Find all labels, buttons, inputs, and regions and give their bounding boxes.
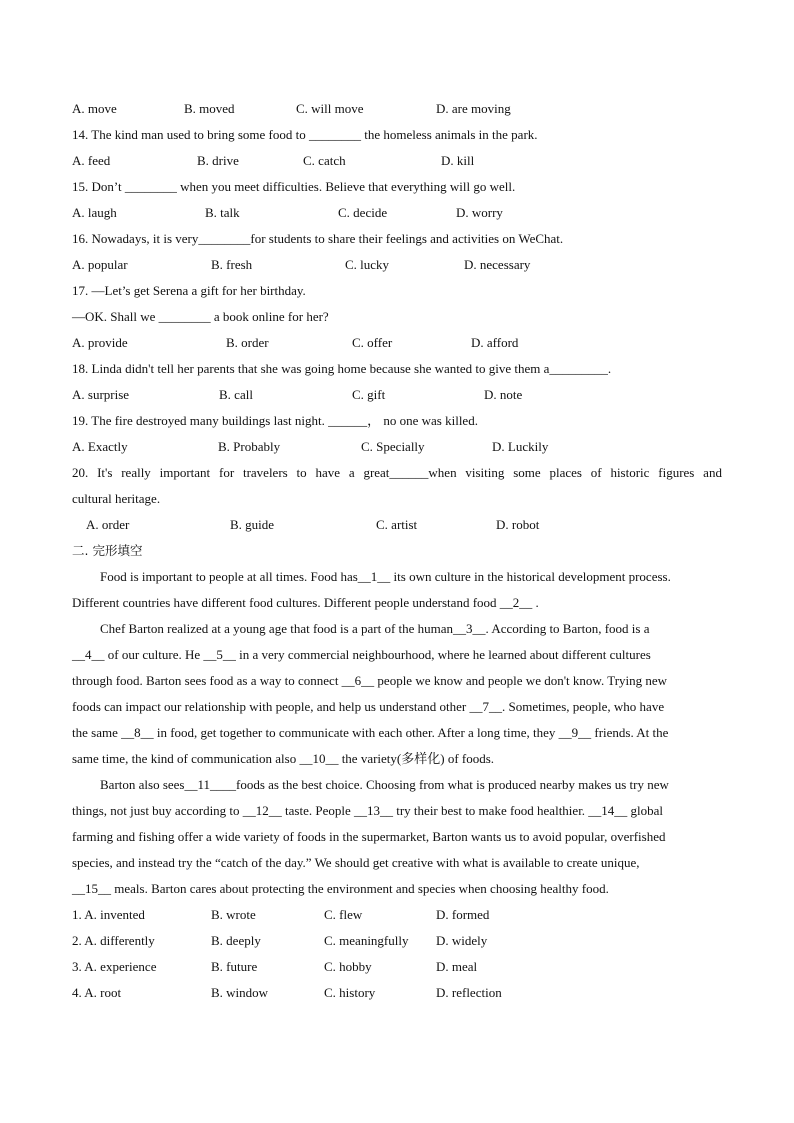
passage-line: species, and instead try the “catch of the day.” We should get creative with what is available to create unique, <box>72 855 640 870</box>
passage-line: the same __8__ in food, get together to communicate with each other. After a long time, they __9__ friends. At the <box>72 725 669 740</box>
q20-word: historic <box>610 465 650 480</box>
cloze-4-option-a: 4. A. root <box>72 985 122 1000</box>
passage-line: Barton also sees__11____foods as the best choice. Choosing from what is produced nearby makes us try new <box>100 777 669 792</box>
q14-option-a: A. feed <box>72 153 111 168</box>
q18-option-b: B. call <box>219 387 253 402</box>
q17-stem-line2: —OK. Shall we ________ a book online for her? <box>72 309 329 324</box>
q16-option-a: A. popular <box>72 257 128 272</box>
passage-line: Different countries have different food cultures. Different people understand food __2__ . <box>72 595 539 610</box>
passage-line: Food is important to people at all times. Food has__1__ its own culture in the historical development process. <box>100 569 671 584</box>
q20-word: places <box>549 465 582 480</box>
q20-stem-line1 <box>72 464 722 482</box>
q20-option-c: C. artist <box>376 517 418 532</box>
section-heading: 二. 完形填空 <box>72 543 143 558</box>
cloze-2-option-a: 2. A. differently <box>72 933 155 948</box>
q15-stem: 15. Don’t ________ when you meet difficulties. Believe that everything will go well. <box>72 179 516 194</box>
q16-option-c: C. lucky <box>345 257 390 272</box>
q20-option-a: A. order <box>86 517 130 532</box>
q20-word: important <box>159 465 211 480</box>
cloze-4-option-d: D. reflection <box>436 985 502 1000</box>
q18-option-d: D. note <box>484 387 523 402</box>
q13-option-b: B. moved <box>184 101 235 116</box>
q19-option-c: C. Specially <box>361 439 425 454</box>
q16-option-b: B. fresh <box>211 257 253 272</box>
passage-line: through food. Barton sees food as a way to connect __6__ people we know and people we don't know. Trying new <box>72 673 668 688</box>
q19-option-d: D. Luckily <box>492 439 549 454</box>
cloze-3-option-d: D. meal <box>436 959 478 974</box>
q13-option-d: D. are moving <box>436 101 511 116</box>
passage-line: __4__ of our culture. He __5__ in a very commercial neighbourhood, where he learned about different cultures <box>72 647 651 662</box>
q20-stem-line2: cultural heritage. <box>72 491 161 506</box>
cloze-3-option-b: B. future <box>211 959 258 974</box>
cloze-4-option-c: C. history <box>324 985 376 1000</box>
q15-option-a: A. laugh <box>72 205 117 220</box>
q17-option-b: B. order <box>226 335 269 350</box>
q20-word: It's <box>97 465 113 480</box>
q17-option-d: D. afford <box>471 335 519 350</box>
cloze-1-option-d: D. formed <box>436 907 490 922</box>
q17-stem-line1: 17. —Let’s get Serena a gift for her birthday. <box>72 283 306 298</box>
q20-word: and <box>703 465 722 480</box>
q20-word: some <box>513 465 541 480</box>
passage-line: __15__ meals. Barton cares about protecting the environment and species when choosing healthy food. <box>72 881 609 896</box>
q17-option-c: C. offer <box>352 335 393 350</box>
q20-word: a <box>348 465 355 480</box>
q20-word: visiting <box>465 465 505 480</box>
q14-option-d: D. kill <box>441 153 475 168</box>
cloze-3-option-c: C. hobby <box>324 959 372 974</box>
cloze-1-option-c: C. flew <box>324 907 363 922</box>
cloze-2-option-d: D. widely <box>436 933 488 948</box>
q16-option-d: D. necessary <box>464 257 531 272</box>
q13-option-c: C. will move <box>296 101 364 116</box>
q17-option-a: A. provide <box>72 335 128 350</box>
q15-option-b: B. talk <box>205 205 240 220</box>
cloze-1-option-b: B. wrote <box>211 907 256 922</box>
passage-line: foods can impact our relationship with people, and help us understand other __7__. Sometimes, people, who have <box>72 699 665 714</box>
q20-word: of <box>590 465 602 480</box>
cloze-1-option-a: 1. A. invented <box>72 907 145 922</box>
cloze-4-option-b: B. window <box>211 985 269 1000</box>
q20-word: have <box>315 465 341 480</box>
passage-line: farming and fishing offer a wide variety of foods in the supermarket, Barton wants us to avoid popular, overfished <box>72 829 666 844</box>
cloze-2-option-c: C. meaningfully <box>324 933 409 948</box>
q20-word: travelers <box>242 465 288 480</box>
q20-word: for <box>218 465 235 480</box>
q16-stem: 16. Nowadays, it is very________for students to share their feelings and activities on WeChat. <box>72 231 564 246</box>
q20-word: figures <box>658 465 695 480</box>
q14-stem: 14. The kind man used to bring some food to ________ the homeless animals in the park. <box>72 127 538 142</box>
passage-line: same time, the kind of communication also __10__ the variety(多样化) of foods. <box>72 751 495 766</box>
q20-word: great______when <box>363 465 457 480</box>
q19-stem: 19. The fire destroyed many buildings last night. ______， no one was killed. <box>72 413 478 428</box>
q15-option-d: D. worry <box>456 205 503 220</box>
q18-option-c: C. gift <box>352 387 386 402</box>
q20-word: really <box>121 465 151 480</box>
q20-word: to <box>296 465 307 480</box>
q13-option-a: A. move <box>72 101 117 116</box>
q18-option-a: A. surprise <box>72 387 130 402</box>
q20-option-d: D. robot <box>496 517 540 532</box>
q14-option-b: B. drive <box>197 153 239 168</box>
q18-stem: 18. Linda didn't tell her parents that she was going home because she wanted to give them a_________. <box>72 361 612 376</box>
passage-line: Chef Barton realized at a young age that food is a part of the human__3__. According to Barton, food is a <box>100 621 650 636</box>
q20-option-b: B. guide <box>230 517 275 532</box>
cloze-3-option-a: 3. A. experience <box>72 959 157 974</box>
q15-option-c: C. decide <box>338 205 388 220</box>
q19-option-a: A. Exactly <box>72 439 128 454</box>
cloze-2-option-b: B. deeply <box>211 933 261 948</box>
passage-line: things, not just buy according to __12__ taste. People __13__ try their best to make food healthier. __14__ global <box>72 803 664 818</box>
q19-option-b: B. Probably <box>218 439 281 454</box>
q20-word: 20. <box>72 465 89 480</box>
q14-option-c: C. catch <box>303 153 346 168</box>
